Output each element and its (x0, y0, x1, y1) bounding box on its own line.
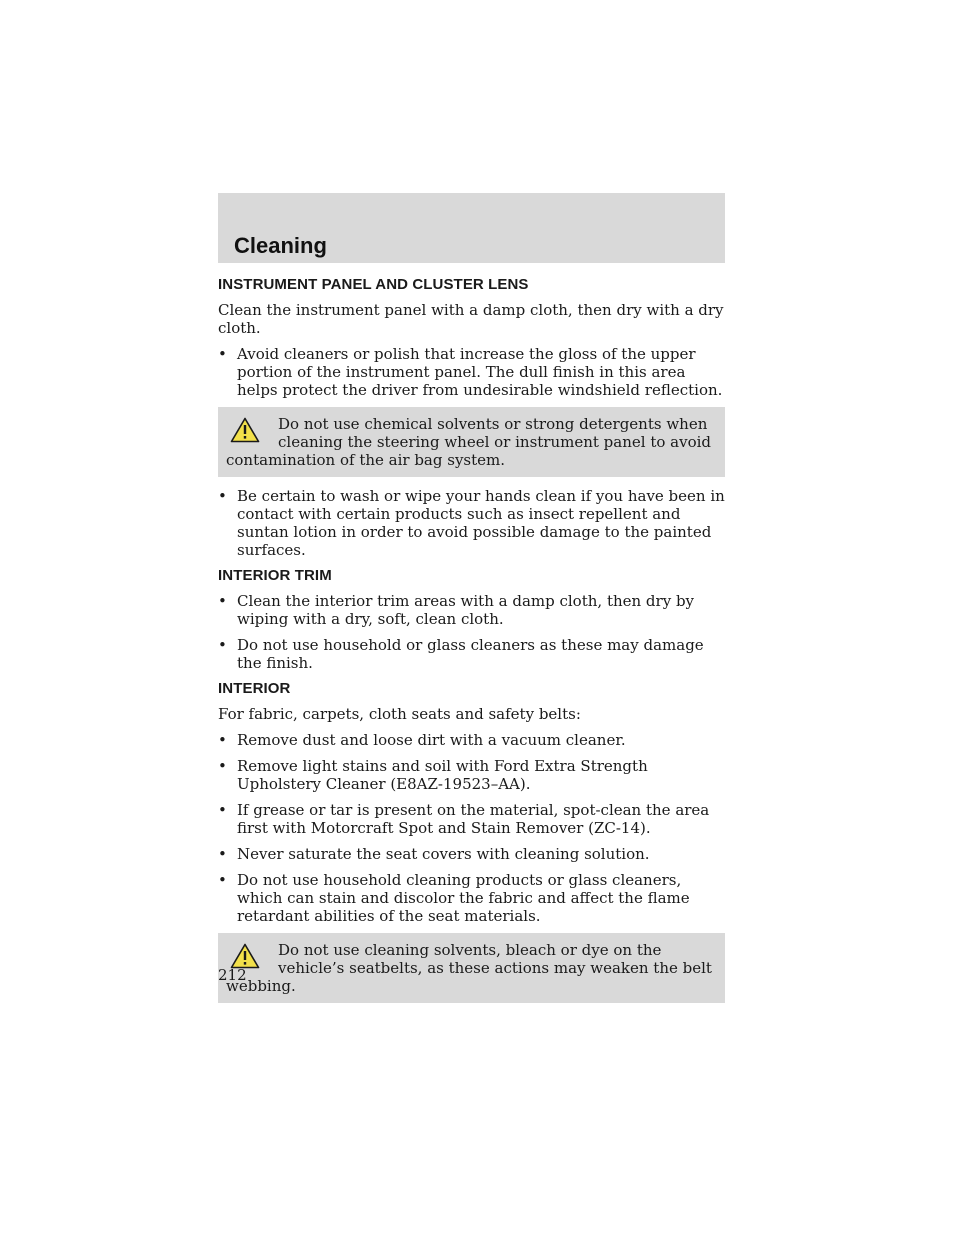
section-header (218, 193, 725, 263)
list-item (218, 592, 725, 628)
section-heading-instrument-panel: INSTRUMENT PANEL AND CLUSTER LENS (218, 276, 529, 293)
list-item (218, 757, 725, 793)
bullet-glyph: • (218, 636, 227, 654)
list-item-text: Remove dust and loose dirt with a vacuum cleaner. (237, 731, 626, 749)
instrument-panel-intro: Clean the instrument panel with a damp cloth, then dry with a dry cloth. (218, 301, 724, 337)
bullet-glyph: • (218, 801, 227, 819)
interior-trim-list (218, 592, 725, 672)
page-content (218, 276, 725, 1013)
list-item-text: Avoid cleaners or polish that increase the gloss of the upper portion of the instrument panel. The dull finish in this area helps protect the driver from undesirable windshield reflection. (237, 345, 723, 399)
list-item (218, 801, 725, 837)
bullet-glyph: • (218, 871, 227, 889)
list-item-text: Do not use household cleaning products or glass cleaners, which can stain and discolor the fabric and affect the flame retardant abilities of the seat materials. (237, 871, 690, 925)
list-item-text: Clean the interior trim areas with a damp cloth, then dry by wiping with a dry, soft, clean cloth. (237, 592, 695, 628)
list-item-text: Be certain to wash or wipe your hands clean if you have been in contact with certain products such as insect repellent and suntan lotion in order to avoid possible damage to the painted surfaces. (237, 487, 725, 559)
page-number: 212 (218, 966, 247, 984)
section-heading-interior: INTERIOR (218, 680, 291, 697)
list-item (218, 845, 725, 863)
interior-intro: For fabric, carpets, cloth seats and safety belts: (218, 705, 581, 723)
page-title: Cleaning (234, 233, 327, 258)
list-item (218, 871, 725, 925)
list-item (218, 345, 725, 399)
warning-text: Do not use cleaning solvents, bleach or dye on the vehicle’s seatbelts, as these actions may weaken the belt webbing. (226, 941, 712, 995)
bullet-glyph: • (218, 731, 227, 749)
list-item-text: If grease or tar is present on the material, spot-clean the area first with Motorcraft Spot and Stain Remover (ZC-14). (237, 801, 710, 837)
list-item-text: Never saturate the seat covers with cleaning solution. (237, 845, 650, 863)
warning-text: Do not use chemical solvents or strong detergents when cleaning the steering wheel or instrument panel to avoid contamination of the air bag system. (226, 415, 712, 469)
list-item-text: Remove light stains and soil with Ford Extra Strength Upholstery Cleaner (E8AZ-19523–AA). (237, 757, 648, 793)
section-heading-interior-trim: INTERIOR TRIM (218, 567, 332, 584)
interior-list (218, 731, 725, 925)
instrument-panel-list (218, 345, 725, 399)
list-item (218, 731, 725, 749)
warning-box-airbag (218, 407, 725, 477)
bullet-glyph: • (218, 757, 227, 775)
warning-triangle-icon (230, 417, 260, 443)
bullet-glyph: • (218, 345, 227, 363)
list-item (218, 487, 725, 559)
warning-box-seatbelts (218, 933, 725, 1003)
list-item-text: Do not use household or glass cleaners as these may damage the finish. (237, 636, 704, 672)
list-item (218, 636, 725, 672)
bullet-glyph: • (218, 487, 227, 505)
bullet-glyph: • (218, 845, 227, 863)
bullet-glyph: • (218, 592, 227, 610)
instrument-panel-list-2 (218, 487, 725, 559)
